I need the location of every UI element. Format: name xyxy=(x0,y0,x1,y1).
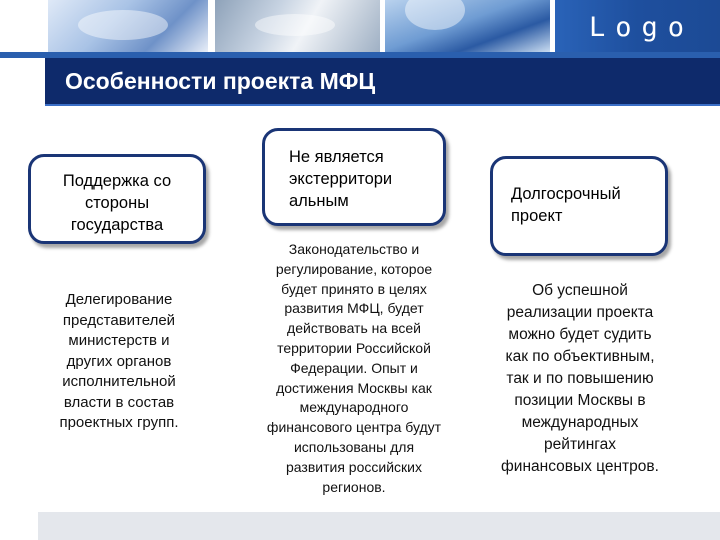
header-photo-hand xyxy=(48,0,208,52)
title-bar xyxy=(45,58,720,106)
column-text-success: Об успешной реализации проекта можно будет судить как по объективным, так и по повышению позиции Москвы в международных рейтингах финансовых центров. xyxy=(501,282,659,475)
feature-box-label: Не является экстерритори альным xyxy=(289,148,393,210)
feature-box-long-term xyxy=(490,156,668,256)
page-title: Особенности проекта МФЦ xyxy=(65,68,376,94)
feature-box-label: Долгосрочный проект xyxy=(511,185,621,225)
feature-box-not-extraterritorial xyxy=(262,128,446,226)
column-text-delegation: Делегирование представителей министерств и других органов исполнительной власти в состав проектных групп. xyxy=(59,291,179,431)
logo: Logo xyxy=(588,12,694,43)
column-text-legislation: Законодательство и регулирование, которое будет принято в целях развития МФЦ, будет действовать на всей территории Российской Федерации. Опыт и достижения Москвы как международного финансового центра будут использованы для развития российских регионов. xyxy=(266,241,442,495)
header-photo-keyboard xyxy=(215,0,380,52)
footer-band xyxy=(38,512,720,540)
feature-box-label: Поддержка со стороны государства xyxy=(62,172,172,234)
title-bar-spacer xyxy=(0,58,45,104)
header-photo-building xyxy=(385,0,550,52)
header-banner xyxy=(0,0,720,58)
feature-box-state-support xyxy=(28,154,206,244)
